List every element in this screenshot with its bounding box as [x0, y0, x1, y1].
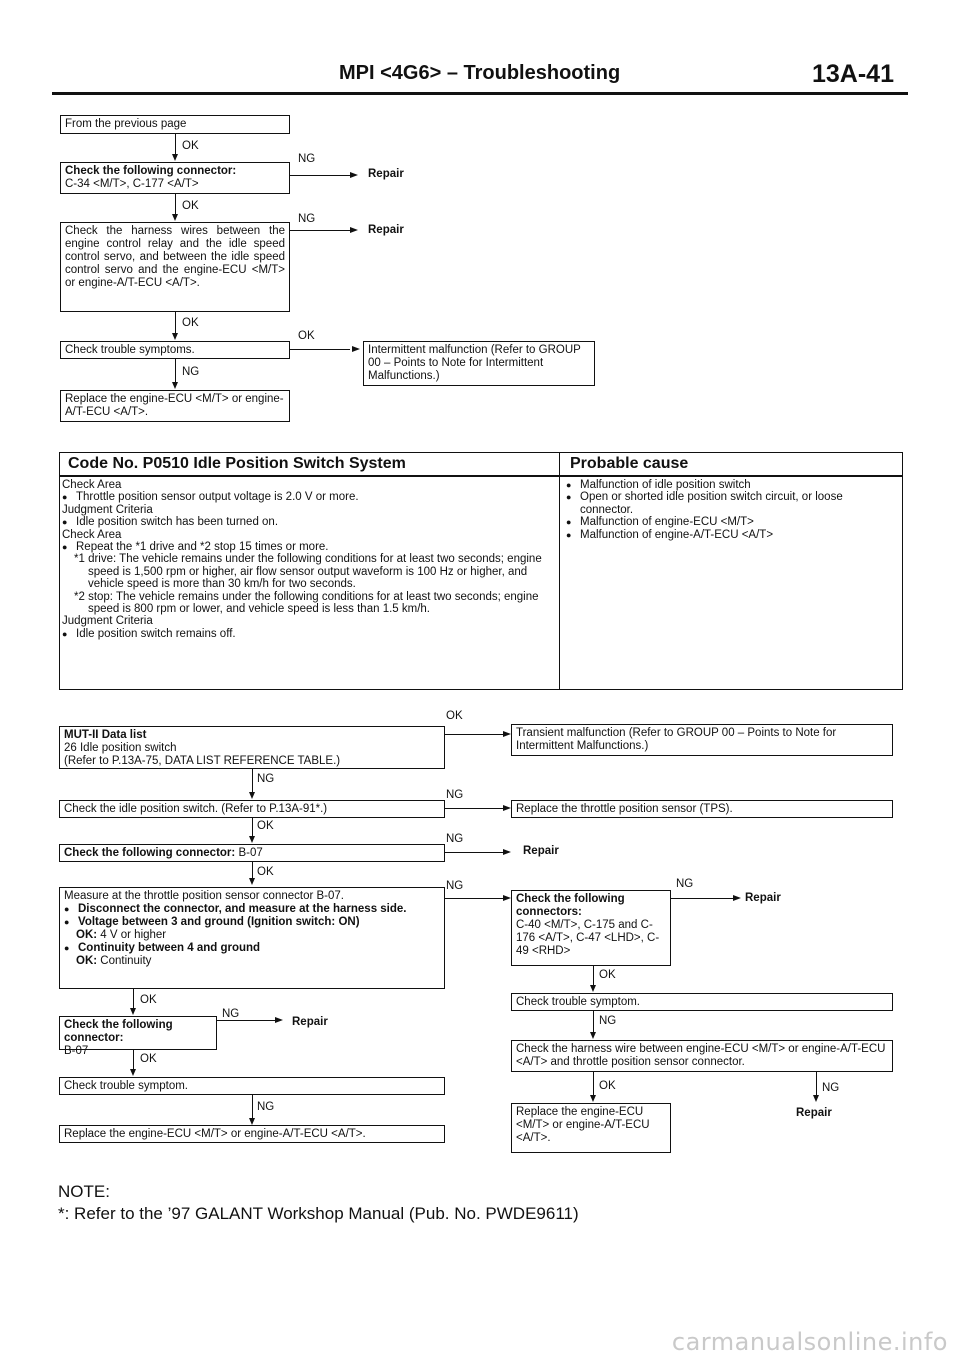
- code-table: [59, 452, 903, 690]
- code-title: Code No. P0510 Idle Position Switch System: [68, 455, 406, 472]
- note-text: *: Refer to the ’97 GALANT Workshop Manual (Pub. No. PWDE9611): [58, 1204, 579, 1223]
- watermark: carmanualsonline.info: [671, 1328, 948, 1356]
- check-connectors-c40-box: Check the following connectors: C-40 <M/T>, C-175 and C-176 <A/T>, C-47 <LHD>, C-49 <RHD>: [511, 890, 671, 966]
- measure-tps-connector-box: Measure at the throttle position sensor connector B-07. ● Disconnect the connector, and measure at the harness side. ● Voltage between 3 and ground (Ignition switch: ON) OK: 4 V or higher ● Continuity between 4 and ground OK: Continuity: [59, 887, 445, 989]
- replace-ecu-left-box: Replace the engine-ECU <M/T> or engine-A/T-ECU <A/T>.: [59, 1125, 445, 1143]
- check-connector-b07-box: Check the following connector: B-07: [59, 844, 445, 862]
- cause-item: ● Open or shorted idle position switch circuit, or loose connector.: [566, 491, 896, 516]
- probable-cause-list: [566, 479, 896, 541]
- replace-tps-box: Replace the throttle position sensor (TPS).: [511, 800, 893, 818]
- check-trouble-symptom-left-box: Check trouble symptom.: [59, 1077, 445, 1095]
- check-trouble-symptom-right-box: Check trouble symptom.: [511, 993, 893, 1011]
- cause-item: ● Malfunction of engine-A/T-ECU <A/T>: [566, 529, 896, 541]
- ok-label: OK: [182, 140, 199, 152]
- check-trouble-symptoms-box: Check trouble symptoms.: [60, 341, 290, 359]
- check-harness-tps-box: Check the harness wire between engine-ECU <M/T> or engine-A/T-ECU <A/T> and throttle position sensor connector.: [511, 1040, 893, 1072]
- code-left-cell: Check Area ● Throttle position sensor output voltage is 2.0 V or more. Judgment Criteria ● Idle position switch has been turned on. Check Area ● Repeat the *1 drive and *2 stop 15 times or more. *1 drive: The vehicle remains under the following conditions for at least two seconds; engine speed is 1,500 rpm or higher, air flow sensor output waveform is 100 Hz or higher, and vehicle speed is more than 30 km/h for two seconds. *2 stop: The vehicle remains under the following conditions for at least two seconds; engine speed is 800 rpm or lower, and vehicle speed is less than 1.5 km/h. Judgment Criteria ● Idle position switch remains off.: [62, 479, 550, 640]
- transient-malfunction-box: Transient malfunction (Refer to GROUP 00 – Points to Note for Intermittent Malfunctions.): [511, 724, 893, 756]
- check-connector-c34-box: Check the following connector: C-34 <M/T>, C-177 <A/T>: [60, 162, 290, 194]
- repair-label: Repair: [368, 168, 404, 180]
- cause-item: ● Malfunction of engine-ECU <M/T>: [566, 516, 896, 528]
- intermittent-malfunction-box: Intermittent malfunction (Refer to GROUP 00 – Points to Note for Intermittent Malfunctions.): [363, 341, 595, 386]
- page-number: 13A-41: [812, 60, 894, 88]
- page-title: MPI <4G6> – Troubleshooting: [339, 62, 621, 84]
- check-idle-switch-box: Check the idle position switch. (Refer to P.13A-91*.): [59, 800, 445, 818]
- check-harness-wires-box: Check the harness wires between the engine control relay and the idle speed control servo, and between the idle speed control servo and the engine-ECU <M/T> or engine-A/T-ECU <A/T>.: [60, 222, 290, 312]
- replace-ecu-right-box: Replace the engine-ECU <M/T> or engine-A/T-ECU <A/T>.: [511, 1103, 671, 1153]
- probable-cause-header: Probable cause: [570, 455, 689, 472]
- mut-data-list-box: MUT-II Data list 26 Idle position switch (Refer to P.13A-75, DATA LIST REFERENCE TABLE.): [59, 726, 445, 769]
- replace-ecu-box-1: Replace the engine-ECU <M/T> or engine-A/T-ECU <A/T>.: [60, 390, 290, 422]
- cause-item: ● Malfunction of idle position switch: [566, 479, 896, 491]
- header-rule: [52, 92, 908, 95]
- check-connector-b07-small-box: Check the following connector: B-07: [59, 1016, 217, 1050]
- note-title: NOTE:: [58, 1182, 110, 1201]
- from-previous-page-box: From the previous page: [60, 115, 290, 134]
